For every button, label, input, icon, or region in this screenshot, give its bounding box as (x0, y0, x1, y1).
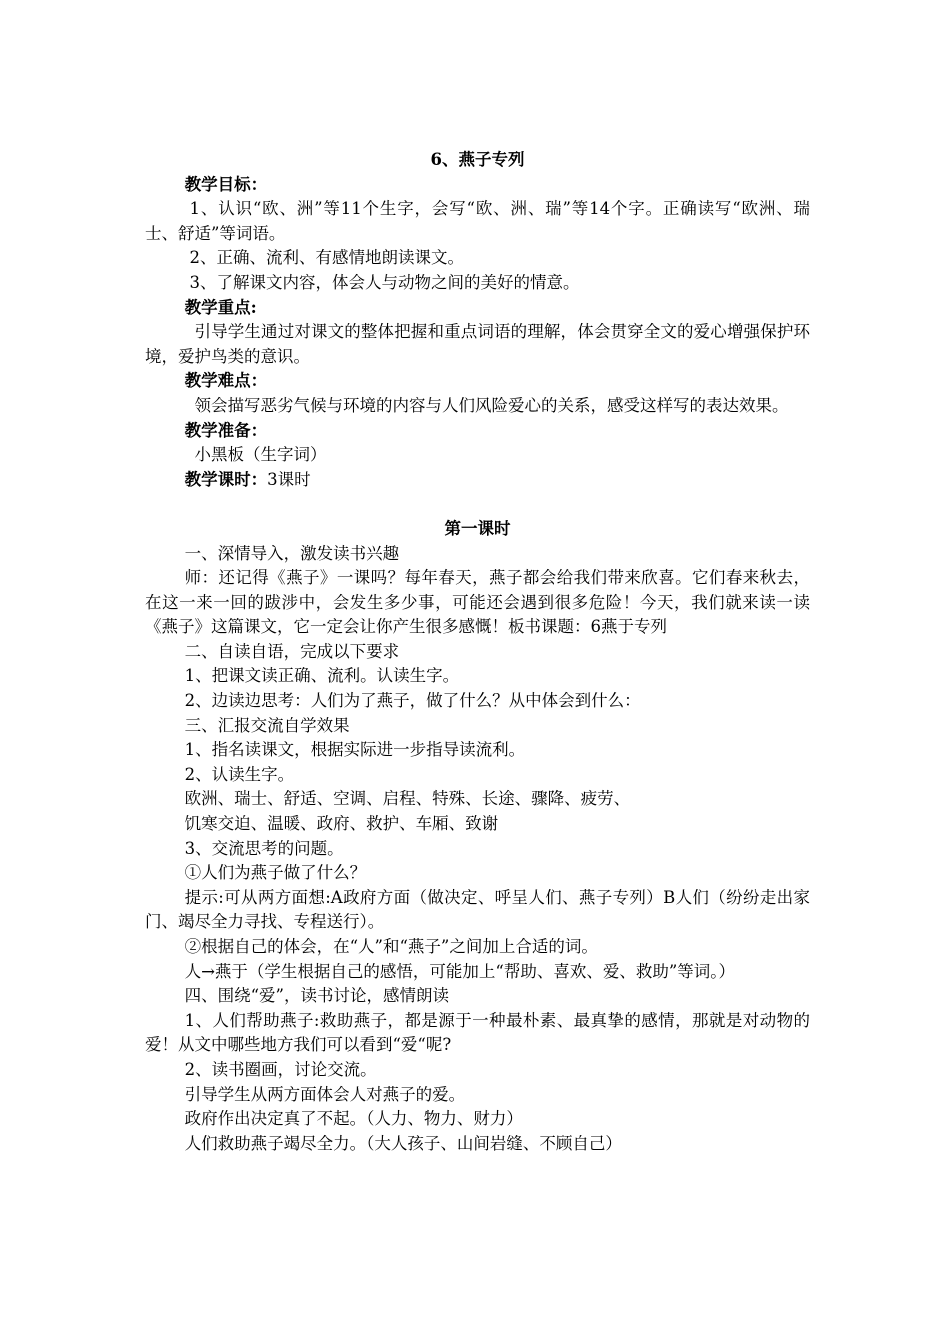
section-4-government: 政府作出决定真了不起。（人力、物力、财力） (184, 1109, 523, 1129)
section-1-heading: 一、深情导入，激发读书兴趣 (184, 543, 400, 563)
section-4-item-2: 2、读书圈画，讨论交流。 (184, 1059, 377, 1079)
section-3-item-1: 1、指名读课文，根据实际进一步指导读流利。 (184, 740, 526, 760)
document-body (145, 148, 810, 1156)
section-4-guide: 引导学生从两方面体会人对燕子的爱。 (184, 1084, 466, 1104)
prep-text: 小黑板（生字词） (194, 445, 327, 465)
section-4-people: 人们救助燕子竭尽全力。（大人孩子、山间岩缝、不顾自己） (184, 1133, 622, 1153)
spacer (145, 492, 810, 517)
section-2-item-2: 2、边读边思考：人们为了燕子，做了什么？从中体会到什么： (184, 691, 641, 711)
goal-1: 1、认识“欧、洲”等11个生字，会写“欧、洲、瑞”等14个字。正确读写“欧洲、瑞士、舒适”等词语。 (145, 199, 810, 243)
section-2-item-1: 1、把课文读正确、流利。认读生字。 (184, 666, 460, 686)
section-4-heading: 四、围绕“爱”，读书讨论，感情朗读 (184, 986, 449, 1006)
word-list-2: 饥寒交迫、温暖、政府、救护、车厢、致谢 (184, 814, 499, 834)
question-2: ②根据自己的体会，在“人”和“燕子”之间加上合适的词。 (184, 937, 598, 956)
hours-heading: 教学课时： (184, 469, 268, 489)
arrow-line: 人→燕于（学生根据自己的感悟，可能加上“帮助、喜欢、爱、救助”等词。） (184, 961, 736, 981)
goal-3: 3、了解课文内容，体会人与动物之间的美好的情意。 (189, 272, 580, 292)
hint-text: 提示:可从两方面想:A政府方面（做决定、呼呈人们、燕子专列）B人们（纷纷走出家门、竭尽全力寻找、专程送行）。 (145, 887, 810, 932)
section-1-text: 师：还记得《燕子》一课吗？每年春天，燕子都会给我们带来欣喜。它们春来秋去，在这一来一回的跋涉中，会发生多少事，可能还会遇到很多危险！今天，我们就来读一读《燕子》这篇课文，它一定会让你产生很多感慨！板书课题：6燕于专列 (145, 568, 810, 637)
section-4-item-1: 1、人们帮助燕子:救助燕子，都是源于一种最朴素、最真挚的感情，那就是对动物的爱！从文中哪些地方我们可以看到“爱“呢? (145, 1010, 810, 1055)
hours-line (145, 468, 810, 493)
difficulty-heading: 教学难点： (184, 371, 268, 391)
section-3-item-3: 3、交流思考的问题。 (184, 838, 344, 858)
focus-text: 引导学生通过对课文的整体把握和重点词语的理解，体会贯穿全文的爱心增强保护环境，爱护鸟类的意识。 (145, 322, 810, 366)
goals-heading: 教学目标： (184, 174, 268, 194)
prep-heading: 教学准备： (184, 420, 268, 440)
difficulty-text: 领会描写恶劣气候与环境的内容与人们风险爱心的关系，感受这样写的表达效果。 (194, 395, 789, 415)
lesson-heading: 第一课时 (444, 518, 511, 538)
section-2-heading: 二、自读自语，完成以下要求 (184, 641, 400, 661)
hours-text: 3课时 (267, 469, 311, 489)
word-list-1: 欧洲、瑞士、舒适、空调、启程、特殊、长途、骤降、疲劳、 (184, 789, 631, 809)
question-1: ①人们为燕子做了什么？ (184, 863, 367, 883)
page-title: 6、燕子专列 (430, 150, 525, 169)
section-3-heading: 三、汇报交流自学效果 (184, 715, 350, 735)
focus-heading: 教学重点: (184, 297, 257, 317)
goal-2: 2、正确、流利、有感情地朗读课文。 (189, 248, 465, 268)
section-3-item-2: 2、认读生字。 (184, 764, 295, 784)
